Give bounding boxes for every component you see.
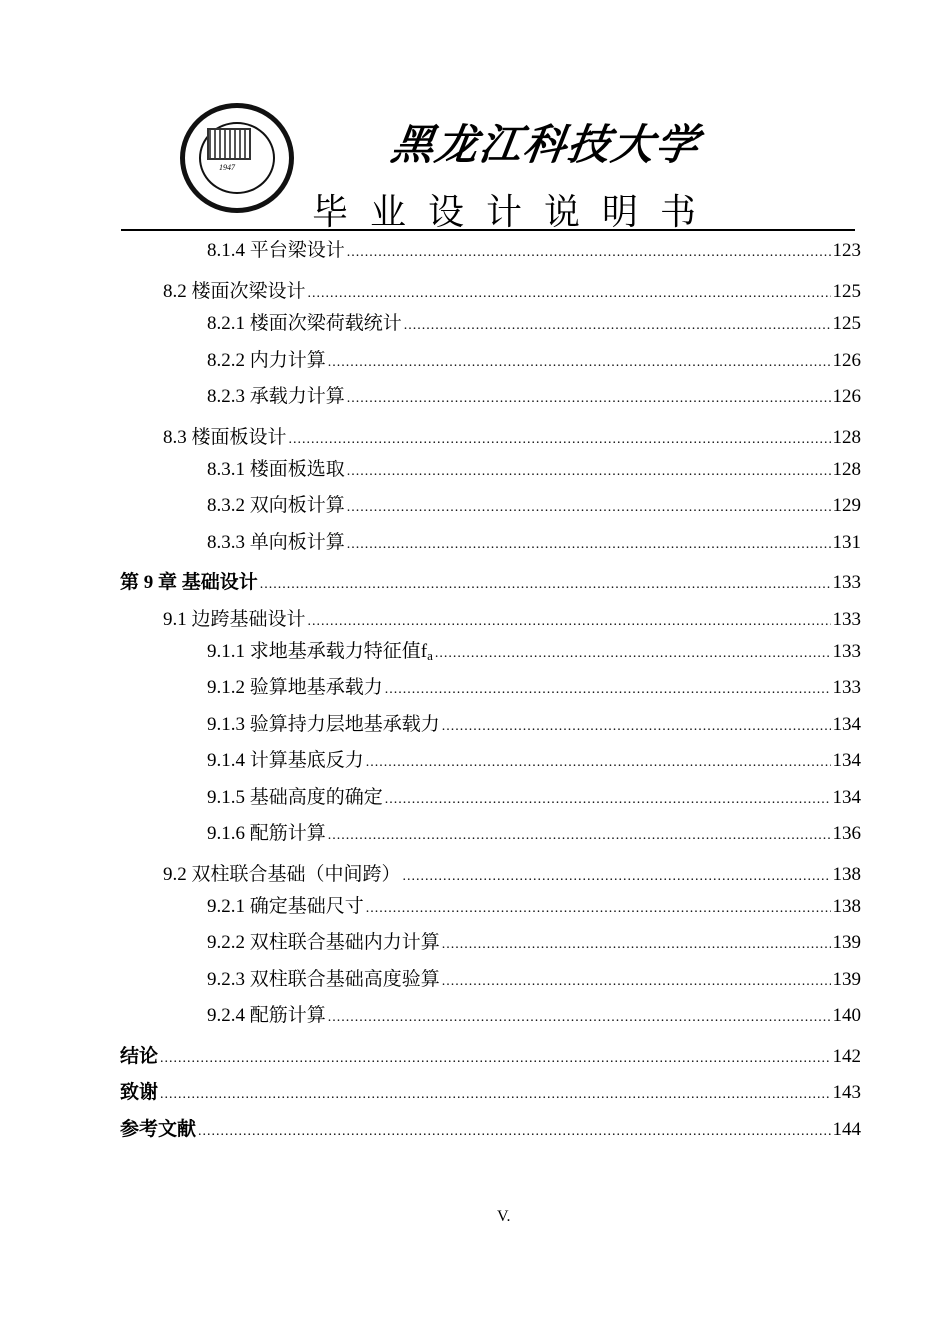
toc-entry[interactable]: [120, 1118, 861, 1144]
toc-entry[interactable]: [163, 280, 861, 306]
toc-entry[interactable]: [120, 1045, 861, 1071]
dot-leader: [260, 573, 831, 597]
toc-title-text: 9.2.3 双柱联合基础高度验算: [207, 969, 440, 990]
dot-leader: [160, 1083, 830, 1107]
university-name: 黑龙江科技大学: [388, 120, 704, 169]
toc-entry-page: 143: [832, 1082, 861, 1103]
toc-title-text: 8.2.3 承载力计算: [207, 386, 345, 407]
toc-title-text: 9.2.2 双柱联合基础内力计算: [207, 932, 440, 953]
toc-entry[interactable]: [207, 494, 861, 520]
toc-entry[interactable]: [207, 640, 861, 668]
dot-leader: [385, 678, 831, 702]
toc-entry[interactable]: [207, 349, 861, 375]
toc-entry-title: [163, 608, 306, 632]
dot-leader: [198, 1120, 830, 1144]
toc-entry-title: [120, 1118, 196, 1142]
document-subtitle: 毕业设计说明书: [312, 192, 719, 233]
dot-leader: [308, 610, 831, 634]
toc-entry-page: 139: [832, 932, 861, 953]
toc-title-text: 参考文献: [120, 1119, 197, 1140]
toc-entry[interactable]: [207, 749, 861, 775]
toc-entry-page: 128: [832, 459, 861, 480]
toc-entry[interactable]: [207, 385, 861, 411]
toc-entry-page: 125: [832, 281, 861, 302]
toc-title-text: 9.1.2 验算地基承载力: [207, 677, 383, 698]
toc-entry[interactable]: [207, 312, 861, 338]
toc-entry-title: [207, 385, 345, 409]
dot-leader: [385, 788, 831, 812]
dot-leader: [403, 865, 831, 889]
toc-entry-page: 129: [832, 495, 861, 516]
toc-entry-title: [207, 640, 433, 668]
toc-entry[interactable]: [207, 1004, 861, 1030]
dot-leader: [160, 1047, 830, 1071]
toc-entry[interactable]: [120, 1081, 861, 1107]
toc-entry-page: 133: [832, 677, 861, 698]
toc-entry-page: 133: [832, 572, 861, 593]
toc-entry-title: [207, 786, 383, 810]
toc-entry[interactable]: [207, 458, 861, 484]
toc-entry[interactable]: [207, 931, 861, 957]
toc-title-text: 9.1.3 验算持力层地基承载力: [207, 714, 440, 735]
toc-entry-title: [207, 531, 345, 555]
toc-title-text: 8.3 楼面板设计: [163, 427, 287, 448]
toc-title-text: 8.2.2 内力计算: [207, 350, 326, 371]
toc-entry-page: 131: [832, 532, 861, 553]
building-icon: [207, 128, 251, 160]
toc-title-text: 9.2 双柱联合基础（中间跨）: [163, 864, 401, 885]
toc-entry-title: [207, 968, 440, 992]
dot-leader: [289, 428, 831, 452]
toc-title-text: 9.1.6 配筋计算: [207, 823, 326, 844]
toc-entry-page: 133: [832, 641, 861, 662]
toc-entry-title: [163, 426, 287, 450]
toc-title-text: 第 9 章 基础设计: [120, 572, 258, 593]
toc-entry-page: 133: [832, 609, 861, 630]
toc-entry[interactable]: [207, 676, 861, 702]
toc-title-text: 8.1.4 平台梁设计: [207, 240, 345, 261]
toc-entry-title: [207, 1004, 326, 1028]
toc-entry-title: [163, 863, 401, 887]
toc-entry-title: [207, 676, 383, 700]
toc-title-text: 8.3.2 双向板计算: [207, 495, 345, 516]
toc-entry-page: 134: [832, 750, 861, 771]
dot-leader: [308, 282, 831, 306]
toc-entry-page: 144: [832, 1119, 861, 1140]
toc-title-text: 9.2.1 确定基础尺寸: [207, 896, 364, 917]
toc-entry[interactable]: [163, 863, 861, 889]
toc-entry-page: 140: [832, 1005, 861, 1026]
dot-leader: [435, 642, 831, 666]
toc-entry-page: 138: [832, 896, 861, 917]
dot-leader: [328, 1006, 831, 1030]
dot-leader: [366, 751, 831, 775]
toc-title-text: 9.1.1 求地基承载力特征值f: [207, 641, 428, 662]
dot-leader: [328, 824, 831, 848]
dot-leader: [347, 387, 831, 411]
toc-entry[interactable]: [207, 822, 861, 848]
toc-entry-title: [207, 494, 345, 518]
toc-entry-page: 134: [832, 787, 861, 808]
toc-entry-title: [207, 931, 440, 955]
toc-entry-page: 126: [832, 386, 861, 407]
toc-entry-page: 123: [832, 240, 861, 261]
toc-entry[interactable]: [207, 239, 861, 265]
toc-entry-title: [163, 280, 306, 304]
toc-entry-title: [207, 895, 364, 919]
toc-title-text: 9.2.4 配筋计算: [207, 1005, 326, 1026]
toc-entry-page: 142: [832, 1046, 861, 1067]
toc-entry-title: [207, 822, 326, 846]
toc-title-text: 9.1 边跨基础设计: [163, 609, 306, 630]
dot-leader: [347, 241, 831, 265]
toc-entry-title: [207, 749, 364, 773]
toc-entry-page: 139: [832, 969, 861, 990]
toc-entry-page: 136: [832, 823, 861, 844]
university-logo: [180, 103, 294, 213]
toc-entry-title: [207, 312, 402, 336]
dot-leader: [347, 496, 831, 520]
toc-entry-title: [207, 239, 345, 263]
toc-entry[interactable]: [207, 531, 861, 557]
toc-entry[interactable]: [120, 571, 861, 597]
toc-title-text: 9.1.5 基础高度的确定: [207, 787, 383, 808]
toc-entry-title: [207, 458, 345, 482]
toc-entry-page: 128: [832, 427, 861, 448]
toc-title-text: 结论: [120, 1046, 159, 1067]
toc-entry-title: [120, 1045, 158, 1069]
dot-leader: [442, 970, 831, 994]
toc-entry[interactable]: [163, 426, 861, 452]
dot-leader: [347, 533, 831, 557]
toc-entry-page: 125: [832, 313, 861, 334]
dot-leader: [328, 351, 831, 375]
header-rule: [121, 229, 855, 231]
dot-leader: [442, 715, 831, 739]
toc-entry[interactable]: [207, 895, 861, 921]
toc-entry-page: 134: [832, 714, 861, 735]
toc-title-text: 8.2.1 楼面次梁荷载统计: [207, 313, 402, 334]
logo-year: 1947: [219, 163, 235, 172]
dot-leader: [442, 933, 831, 957]
toc-entry-title: [207, 713, 440, 737]
toc-entry[interactable]: [163, 608, 861, 634]
toc-entry[interactable]: [207, 786, 861, 812]
toc-title-text: 8.3.1 楼面板选取: [207, 459, 345, 480]
toc-entry-title: [120, 571, 258, 595]
toc-entry-page: 126: [832, 350, 861, 371]
dot-leader: [404, 314, 831, 338]
toc-title-text: 致谢: [120, 1082, 159, 1103]
dot-leader: [366, 897, 831, 921]
toc-entry[interactable]: [207, 713, 861, 739]
toc-title-subscript: a: [427, 648, 433, 663]
toc-title-text: 9.1.4 计算基底反力: [207, 750, 364, 771]
toc-title-text: 8.3.3 单向板计算: [207, 532, 345, 553]
page-number: V.: [497, 1208, 511, 1225]
toc-entry[interactable]: [207, 968, 861, 994]
toc-entry-page: 138: [832, 864, 861, 885]
toc-entry-title: [120, 1081, 158, 1105]
dot-leader: [347, 460, 831, 484]
toc-title-text: 8.2 楼面次梁设计: [163, 281, 306, 302]
toc-entry-title: [207, 349, 326, 373]
